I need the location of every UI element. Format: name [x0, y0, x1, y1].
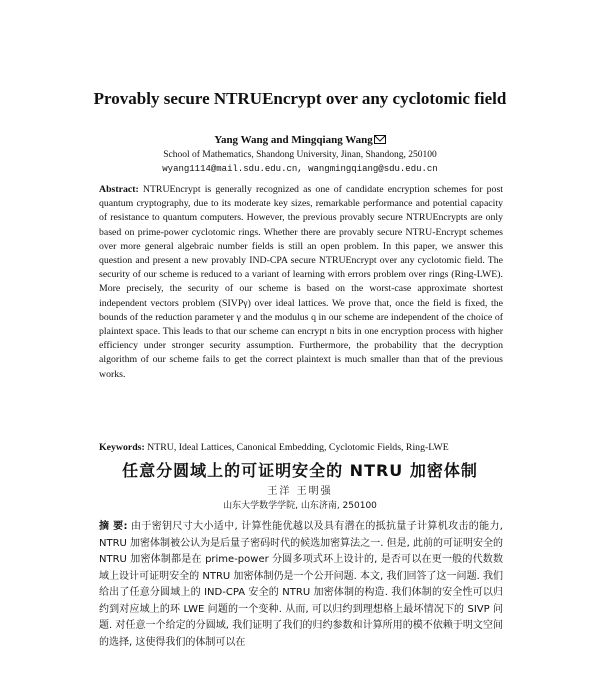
envelope-icon — [374, 135, 386, 144]
chinese-title: 任意分圆域上的可证明安全的 NTRU 加密体制 — [122, 461, 478, 480]
abstract-label: Abstract: — [99, 184, 139, 195]
keywords — [99, 441, 503, 455]
author-names: Yang Wang and Mingqiang Wang — [214, 134, 373, 146]
paper-title: Provably secure NTRUEncrypt over any cyclotomic field — [93, 89, 507, 108]
keywords-text: NTRU, Ideal Lattices, Canonical Embedding, Cyclotomic Fields, Ring-LWE — [147, 442, 449, 453]
abstract — [99, 183, 503, 382]
abstract-text: NTRUEncrypt is generally recognized as one of candidate encryption schemes for post quantum cryptography, due to its moderate key sizes, remarkable performance and potential capacity of resistance to quantum computers. However, the previous provably secure NTRUEncrypts are only based on prime-power cyclotomic rings. Whether there are provably secure NTRU-Encrypt schemes over more general algebraic number fields is still an open problem. In this paper, we answer this question and present a new provably IND-CPA secure NTRUEncrypt over any cyclotomic field. The security of our scheme is reduced to a variant of learning with errors problem over rings (Ring-LWE). More precisely, the security of our scheme is based on the worst-case approximate shortest independent vectors problem (SIVPγ) over ideal lattices. We prove that, once the field is fixed, the bounds of the reduction parameter γ and the modulus q in our scheme are independent of the choice of plaintext space. This leads to that our scheme can encrypt n bits in one encryption process with higher efficiency under stronger security assumption. Furthermore, the probability that the decryption algorithm of our scheme fails to get the correct plaintext is much smaller than that of the previous works. — [99, 184, 503, 380]
affiliation: School of Mathematics, Shandong University, Jinan, Shandong, 250100 — [163, 150, 437, 160]
author-line — [60, 134, 540, 146]
chinese-abstract-text: 由于密钥尺寸大小适中, 计算性能优越以及具有潜在的抵抗量子计算机攻击的能力, NTRU 加密体制被公认为是后量子密码时代的候选加密算法之一. 但是, 此前的可证明安全的 NTRU 加密体制都是在 prime-power 分圆多项式环上设计的, 是否可以在更一般的代数数域上设计可证明安全的 NTRU 加密体制仍是一个公开问题. 本文, 我们回答了这一问题. 我们给出了任意分圆域上的 IND-CPA 安全的 NTRU 加密体制的构造. 我们体制的安全性可以归约到对应域上的环 LWE 问题的一个变种. 从而, 可以归约到理想格上最坏情况下的 SIVP 问题. 对任意一个给定的分圆域, 我们证明了我们的归约参数和计算所用的模不依赖于明文空间的选择, 这使得我们的体制可以在 — [99, 521, 503, 648]
chinese-authors: 王洋 王明强 — [267, 486, 333, 497]
chinese-affiliation: 山东大学数学学院, 山东济南, 250100 — [223, 501, 377, 511]
keywords-label: Keywords: — [99, 442, 145, 453]
chinese-abstract — [99, 519, 503, 651]
author-emails: wyang1114@mail.sdu.edu.cn, wangmingqiang@sdu.edu.cn — [162, 164, 438, 174]
chinese-abstract-label: 摘 要: — [99, 521, 128, 532]
